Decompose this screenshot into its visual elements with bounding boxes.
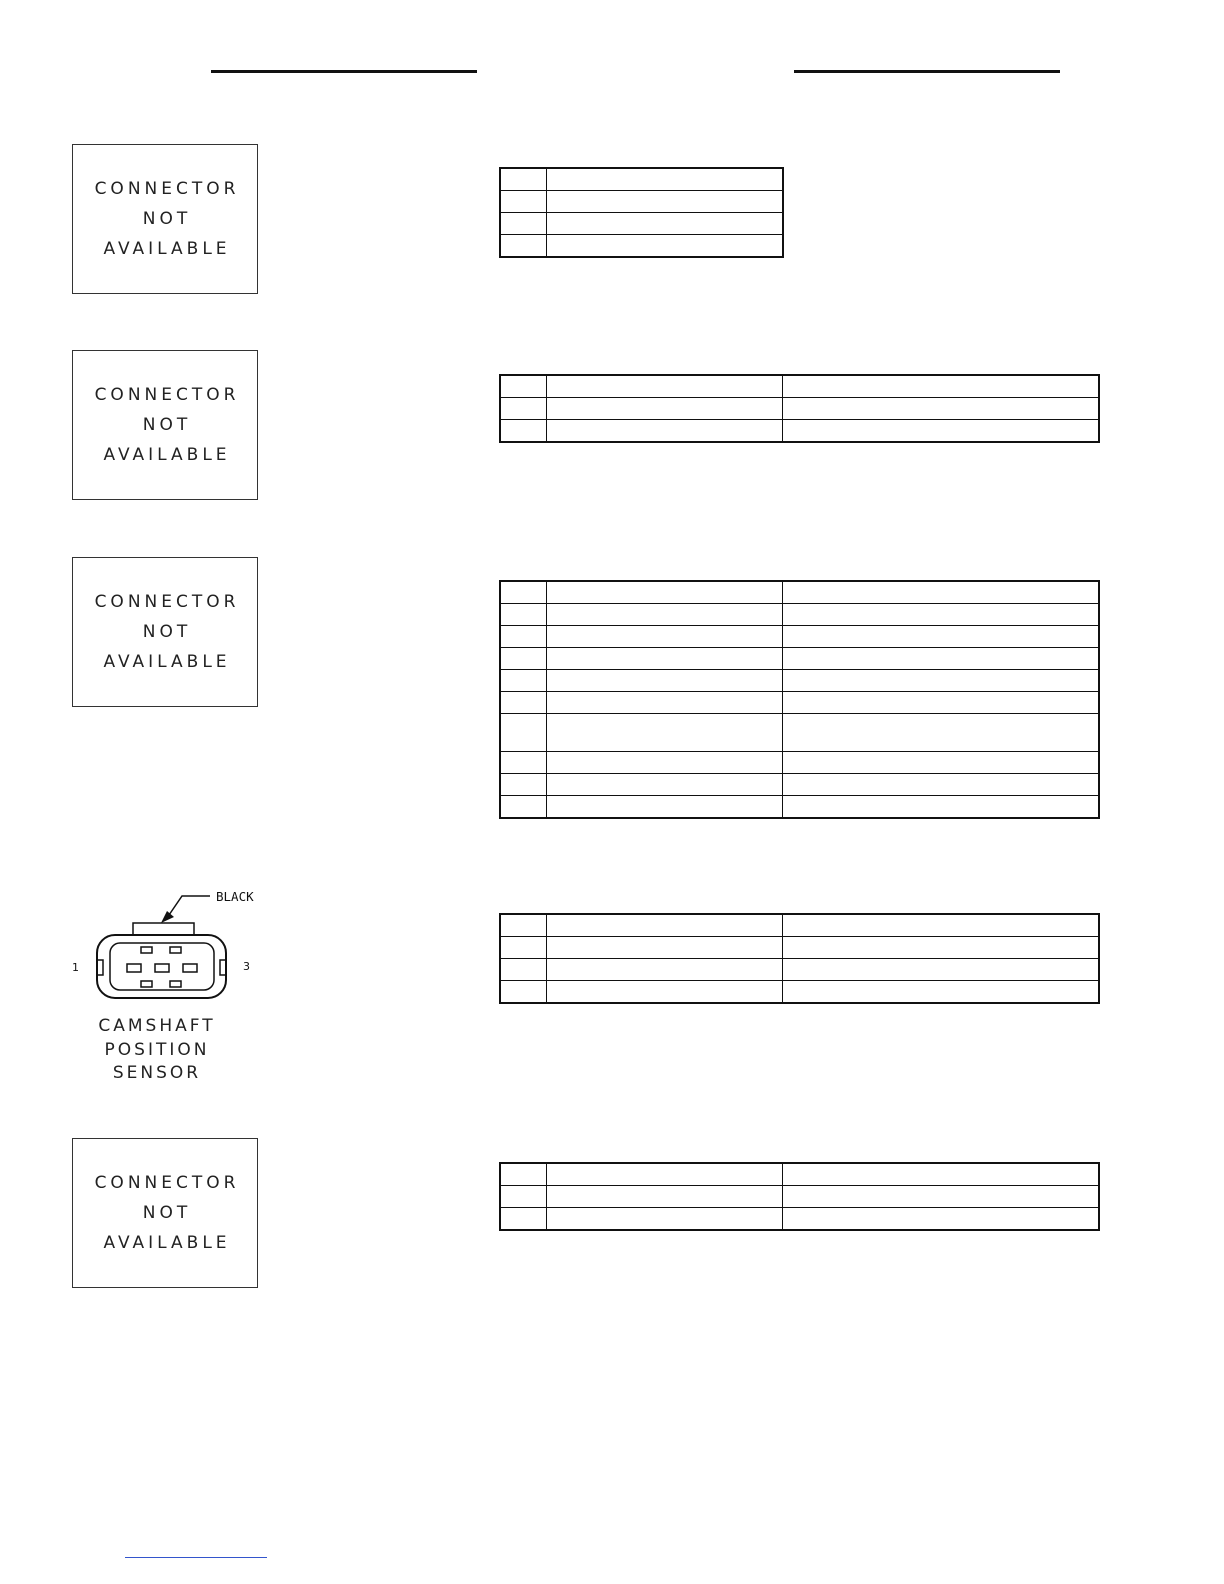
table-row bbox=[500, 914, 1099, 937]
table-row bbox=[500, 714, 1099, 752]
connector-placeholder-line: CONNECTOR bbox=[94, 179, 240, 199]
table-row bbox=[500, 648, 1099, 670]
connector-not-available-box bbox=[72, 350, 258, 500]
terminal-cavity-1 bbox=[127, 964, 141, 972]
table-row bbox=[500, 752, 1099, 774]
table-row bbox=[500, 581, 1099, 604]
table-row bbox=[500, 398, 1099, 420]
table-row bbox=[500, 692, 1099, 714]
camshaft-position-sensor-connector-diagram bbox=[62, 880, 262, 1005]
connector-placeholder-line: NOT bbox=[142, 1203, 192, 1223]
terminal-cavity-3 bbox=[183, 964, 197, 972]
connector-notch bbox=[141, 947, 152, 953]
camshaft-sensor-label-line: CAMSHAFT bbox=[98, 1016, 216, 1036]
table-row bbox=[500, 937, 1099, 959]
footer-link[interactable] bbox=[125, 1557, 267, 1558]
table-row bbox=[500, 959, 1099, 981]
header-rule-right bbox=[794, 70, 1060, 73]
connector-notch bbox=[170, 947, 181, 953]
table-row bbox=[500, 626, 1099, 648]
table-row bbox=[500, 670, 1099, 692]
table-row bbox=[500, 168, 783, 191]
connector-notch bbox=[141, 981, 152, 987]
table-row bbox=[500, 774, 1099, 796]
connector-placeholder-line: AVAILABLE bbox=[103, 239, 231, 259]
connector-latch-tab bbox=[133, 923, 194, 935]
table-row bbox=[500, 1208, 1099, 1231]
wire-color-callout: BLACK bbox=[216, 889, 254, 904]
connector-2-pinout-table bbox=[499, 374, 1100, 443]
table-row bbox=[500, 1186, 1099, 1208]
connector-not-available-box bbox=[72, 144, 258, 294]
table-row bbox=[500, 604, 1099, 626]
table-row bbox=[500, 191, 783, 213]
callout-arrow-icon bbox=[161, 911, 174, 923]
connector-placeholder-line: CONNECTOR bbox=[94, 1173, 240, 1193]
table-row bbox=[500, 796, 1099, 819]
connector-notch bbox=[170, 981, 181, 987]
header-rule-left bbox=[211, 70, 477, 73]
pin-number-label: 3 bbox=[243, 960, 250, 973]
connector-placeholder-line: AVAILABLE bbox=[103, 445, 231, 465]
table-row bbox=[500, 1163, 1099, 1186]
table-row bbox=[500, 420, 1099, 443]
table-row bbox=[500, 981, 1099, 1004]
camshaft-sensor-label-line: POSITION bbox=[104, 1039, 210, 1060]
connector-placeholder-line: AVAILABLE bbox=[103, 652, 231, 672]
connector-placeholder-line: CONNECTOR bbox=[94, 385, 240, 405]
camshaft-sensor-label bbox=[72, 1015, 242, 1086]
connector-placeholder-line: AVAILABLE bbox=[103, 1233, 231, 1253]
connector-3-pinout-table bbox=[499, 580, 1100, 819]
connector-not-available-box bbox=[72, 557, 258, 707]
table-row bbox=[500, 375, 1099, 398]
connector-1-pinout-table bbox=[499, 167, 784, 258]
table-row bbox=[500, 235, 783, 258]
camshaft-position-sensor-pinout-table bbox=[499, 913, 1100, 1004]
pin-number-label: 1 bbox=[72, 961, 79, 974]
connector-placeholder-line: NOT bbox=[142, 415, 192, 435]
callout-leader-line bbox=[169, 896, 210, 915]
connector-not-available-box bbox=[72, 1138, 258, 1288]
connector-5-pinout-table bbox=[499, 1162, 1100, 1231]
connector-placeholder-line: NOT bbox=[142, 622, 192, 642]
terminal-cavity-2 bbox=[155, 964, 169, 972]
connector-placeholder-line: CONNECTOR bbox=[94, 592, 240, 612]
camshaft-sensor-label-line: SENSOR bbox=[112, 1063, 202, 1083]
connector-inner-cavity bbox=[110, 943, 214, 990]
connector-placeholder-line: NOT bbox=[142, 209, 192, 229]
table-row bbox=[500, 213, 783, 235]
